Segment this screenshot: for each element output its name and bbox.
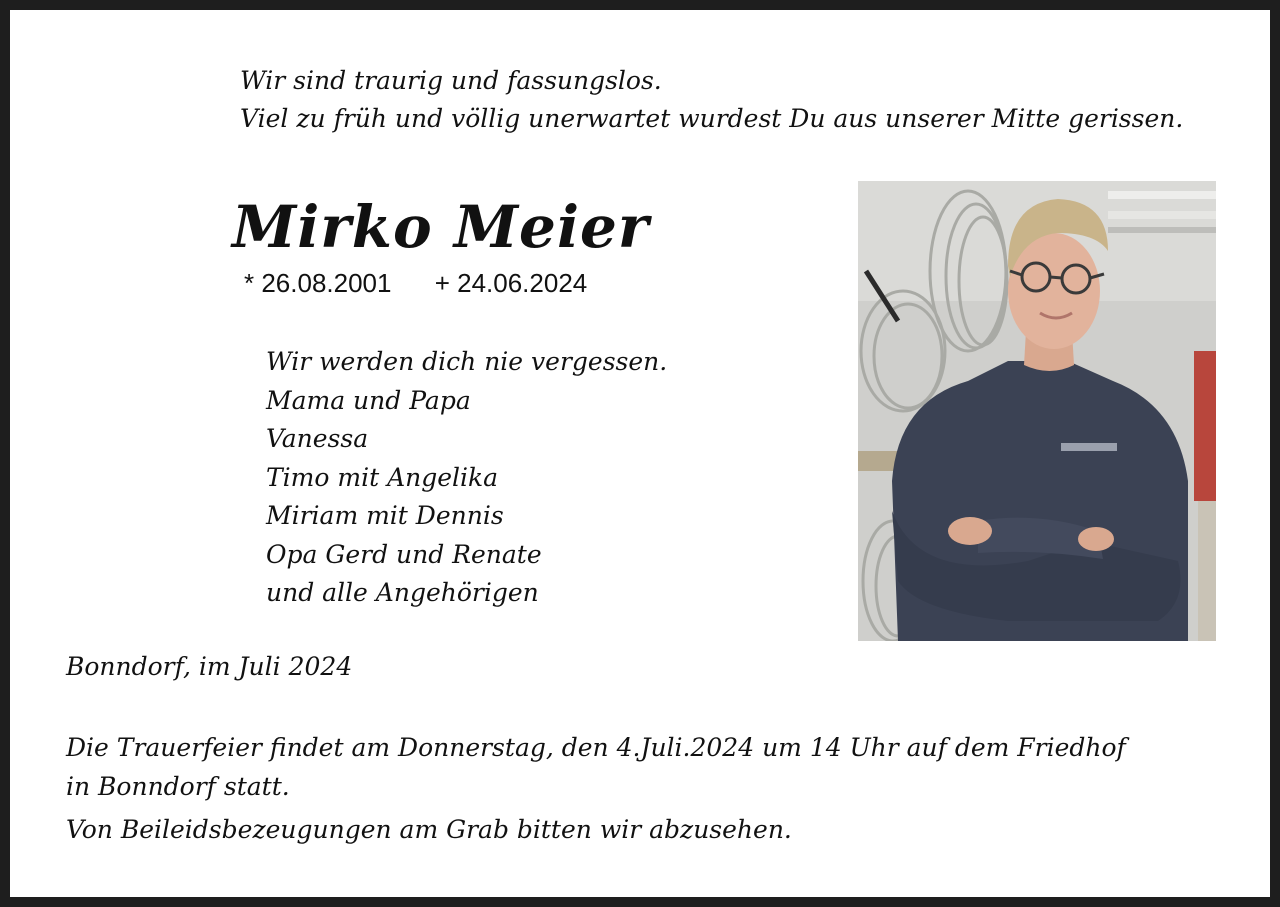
birth-date: * 26.08.2001	[244, 268, 392, 298]
signer-line: Opa Gerd und Renate	[266, 539, 542, 569]
signer-line: Vanessa	[266, 424, 369, 453]
condolence-note: Von Beileidsbezeugungen am Grab bitten wir abzusehen.	[66, 815, 792, 844]
place-date: Bonndorf, im Juli 2024	[66, 652, 353, 681]
death-date: + 24.06.2024	[434, 268, 588, 298]
signer-line: Wir werden dich nie vergessen.	[266, 347, 668, 376]
deceased-name: Mirko Meier	[232, 193, 650, 261]
ceremony-line-2: in Bonndorf statt.	[66, 772, 290, 801]
intro-line-2: Viel zu früh und völlig unerwartet wurdest Du aus unserer Mitte gerissen.	[240, 104, 1184, 133]
signers-list	[266, 343, 667, 613]
portrait-photo	[858, 181, 1216, 641]
signer-line: Timo mit Angelika	[266, 462, 499, 492]
signer-line: Miriam mit Dennis	[266, 501, 504, 530]
intro-text	[240, 62, 1183, 138]
ceremony-line-1: Die Trauerfeier findet am Donnerstag, den 4.Juli.2024 um 14 Uhr auf dem Friedhof	[66, 733, 1126, 762]
life-dates	[244, 268, 587, 299]
signer-line: und alle Angehörigen	[266, 578, 539, 607]
obituary-card	[10, 10, 1270, 897]
intro-line-1: Wir sind traurig und fassungslos.	[240, 66, 662, 95]
signer-line: Mama und Papa	[266, 385, 471, 415]
ceremony-info	[66, 728, 1126, 806]
